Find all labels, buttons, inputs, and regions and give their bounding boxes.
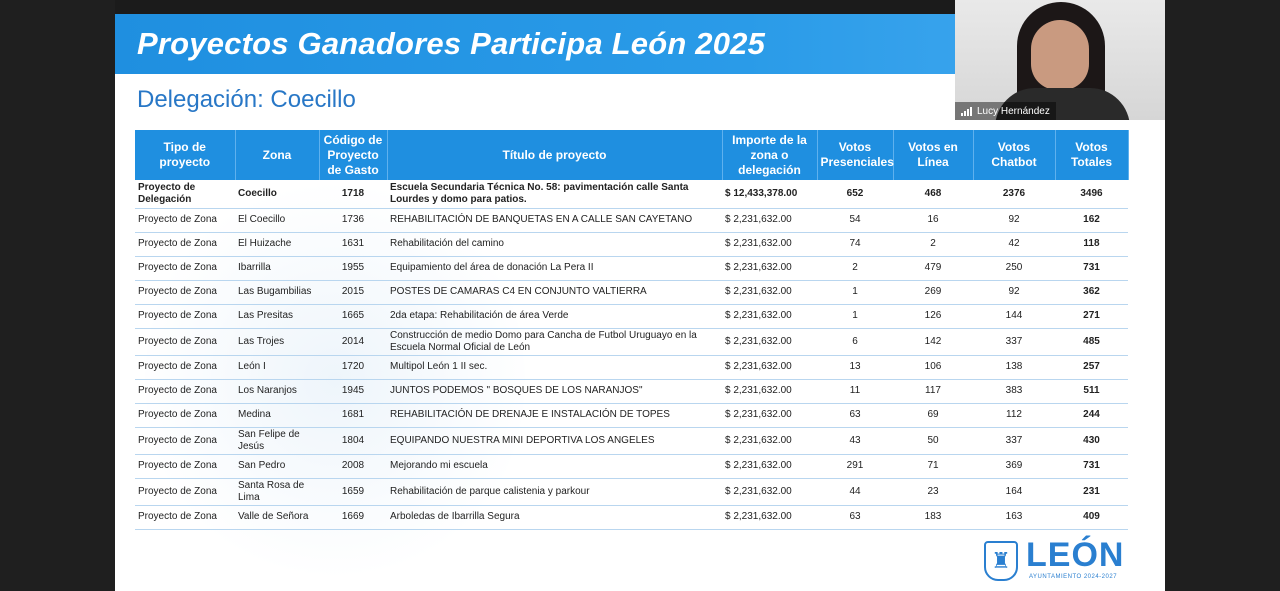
cell-votos-totales: 485	[1055, 328, 1128, 355]
table-row	[135, 454, 1128, 478]
cell-codigo: 1720	[319, 355, 387, 379]
cell-tipo: Proyecto de Zona	[135, 232, 235, 256]
cell-zona: Medina	[235, 403, 319, 427]
cell-votos-linea: 16	[893, 208, 973, 232]
participant-face	[1031, 20, 1089, 90]
projects-table	[135, 130, 1129, 530]
table-row	[135, 256, 1128, 280]
cell-zona: El Huizache	[235, 232, 319, 256]
cell-codigo: 2014	[319, 328, 387, 355]
table-row	[135, 505, 1128, 529]
cell-titulo: Arboledas de Ibarrilla Segura	[387, 505, 722, 529]
logo-subtitle: AYUNTAMIENTO 2024-2027	[1029, 574, 1118, 580]
cell-importe: $ 2,231,632.00	[722, 427, 817, 454]
cell-votos-totales: 118	[1055, 232, 1128, 256]
cell-votos-chatbot: 112	[973, 403, 1055, 427]
cell-codigo: 1945	[319, 379, 387, 403]
cell-votos-chatbot: 2376	[973, 180, 1055, 208]
table-row	[135, 304, 1128, 328]
cell-votos-totales: 162	[1055, 208, 1128, 232]
header-zona: Zona	[235, 130, 319, 180]
cell-importe: $ 2,231,632.00	[722, 328, 817, 355]
cell-codigo: 1669	[319, 505, 387, 529]
participant-name-tag	[955, 102, 1056, 120]
cell-codigo: 1736	[319, 208, 387, 232]
cell-titulo: Equipamiento del área de donación La Pera II	[387, 256, 722, 280]
cell-titulo: REHABILITACIÓN DE BANQUETAS EN A CALLE SAN CAYETANO	[387, 208, 722, 232]
cell-votos-presenciales: 1	[817, 304, 893, 328]
cell-zona: Santa Rosa de Lima	[235, 478, 319, 505]
cell-importe: $ 2,231,632.00	[722, 355, 817, 379]
participant-name: Lucy Hernández	[977, 105, 1050, 117]
table-row	[135, 180, 1128, 208]
cell-tipo: Proyecto de Zona	[135, 280, 235, 304]
cell-votos-totales: 731	[1055, 454, 1128, 478]
cell-votos-chatbot: 42	[973, 232, 1055, 256]
cell-importe: $ 2,231,632.00	[722, 454, 817, 478]
cell-votos-linea: 23	[893, 478, 973, 505]
cell-votos-presenciales: 11	[817, 379, 893, 403]
header-votos-totales: Votos Totales	[1055, 130, 1128, 180]
header-votos-presenciales: Votos Presenciales	[817, 130, 893, 180]
cell-votos-chatbot: 163	[973, 505, 1055, 529]
cell-votos-presenciales: 54	[817, 208, 893, 232]
cell-tipo: Proyecto de Zona	[135, 208, 235, 232]
slide-title: Proyectos Ganadores Participa León 2025	[137, 26, 766, 61]
table-row	[135, 379, 1128, 403]
cell-votos-totales: 271	[1055, 304, 1128, 328]
cell-titulo: POSTES DE CAMARAS C4 EN CONJUNTO VALTIERRA	[387, 280, 722, 304]
cell-votos-linea: 142	[893, 328, 973, 355]
table-row	[135, 280, 1128, 304]
cell-importe: $ 12,433,378.00	[722, 180, 817, 208]
cell-zona: León I	[235, 355, 319, 379]
cell-zona: Las Trojes	[235, 328, 319, 355]
cell-importe: $ 2,231,632.00	[722, 403, 817, 427]
cell-votos-chatbot: 369	[973, 454, 1055, 478]
cell-votos-linea: 50	[893, 427, 973, 454]
cell-titulo: REHABILITACIÓN DE DRENAJE E INSTALACIÓN DE TOPES	[387, 403, 722, 427]
cell-tipo: Proyecto de Zona	[135, 256, 235, 280]
cell-votos-linea: 468	[893, 180, 973, 208]
table-row	[135, 328, 1128, 355]
slide-subtitle: Delegación: Coecillo	[137, 86, 356, 113]
cell-votos-totales: 231	[1055, 478, 1128, 505]
cell-votos-presenciales: 74	[817, 232, 893, 256]
table-row	[135, 232, 1128, 256]
cell-tipo: Proyecto de Zona	[135, 328, 235, 355]
cell-codigo: 1665	[319, 304, 387, 328]
cell-votos-linea: 269	[893, 280, 973, 304]
cell-zona: El Coecillo	[235, 208, 319, 232]
cell-votos-presenciales: 13	[817, 355, 893, 379]
cell-votos-chatbot: 144	[973, 304, 1055, 328]
signal-bars-icon	[961, 107, 972, 116]
logo-word: LEÓN	[1026, 536, 1125, 574]
cell-zona: Ibarrilla	[235, 256, 319, 280]
cell-votos-totales: 3496	[1055, 180, 1128, 208]
cell-votos-chatbot: 337	[973, 328, 1055, 355]
cell-votos-presenciales: 1	[817, 280, 893, 304]
cell-votos-totales: 430	[1055, 427, 1128, 454]
cell-codigo: 1659	[319, 478, 387, 505]
header-votos-linea: Votos en Línea	[893, 130, 973, 180]
cell-votos-totales: 731	[1055, 256, 1128, 280]
cell-tipo: Proyecto de Zona	[135, 478, 235, 505]
header-codigo: Código de Proyecto de Gasto	[319, 130, 387, 180]
table-row	[135, 403, 1128, 427]
cell-votos-presenciales: 63	[817, 403, 893, 427]
table-row	[135, 208, 1128, 232]
cell-votos-chatbot: 164	[973, 478, 1055, 505]
cell-votos-chatbot: 92	[973, 208, 1055, 232]
table-row	[135, 427, 1128, 454]
cell-tipo: Proyecto de Zona	[135, 403, 235, 427]
cell-importe: $ 2,231,632.00	[722, 505, 817, 529]
cell-titulo: Escuela Secundaria Técnica No. 58: pavimentación calle Santa Lourdes y domo para patios.	[387, 180, 722, 208]
cell-tipo: Proyecto de Zona	[135, 427, 235, 454]
cell-importe: $ 2,231,632.00	[722, 280, 817, 304]
cell-votos-linea: 479	[893, 256, 973, 280]
cell-codigo: 1681	[319, 403, 387, 427]
header-importe: Importe de la zona o delegación	[722, 130, 817, 180]
cell-codigo: 2015	[319, 280, 387, 304]
cell-importe: $ 2,231,632.00	[722, 232, 817, 256]
cell-titulo: Construcción de medio Domo para Cancha de Futbol Uruguayo en la Escuela Normal Oficial de León	[387, 328, 722, 355]
cell-importe: $ 2,231,632.00	[722, 256, 817, 280]
cell-titulo: Rehabilitación de parque calistenia y parkour	[387, 478, 722, 505]
cell-zona: San Felipe de Jesús	[235, 427, 319, 454]
cell-importe: $ 2,231,632.00	[722, 379, 817, 403]
cell-votos-chatbot: 92	[973, 280, 1055, 304]
cell-titulo: JUNTOS PODEMOS " BOSQUES DE LOS NARANJOS"	[387, 379, 722, 403]
cell-codigo: 1631	[319, 232, 387, 256]
cell-codigo: 1804	[319, 427, 387, 454]
cell-votos-totales: 257	[1055, 355, 1128, 379]
cell-votos-presenciales: 63	[817, 505, 893, 529]
cell-votos-totales: 511	[1055, 379, 1128, 403]
header-titulo: Título de proyecto	[387, 130, 722, 180]
cell-tipo: Proyecto de Zona	[135, 355, 235, 379]
cell-tipo: Proyecto de Zona	[135, 505, 235, 529]
cell-tipo: Proyecto de Zona	[135, 454, 235, 478]
cell-votos-chatbot: 138	[973, 355, 1055, 379]
cell-zona: Valle de Señora	[235, 505, 319, 529]
cell-zona: San Pedro	[235, 454, 319, 478]
cell-titulo: Mejorando mi escuela	[387, 454, 722, 478]
cell-votos-linea: 71	[893, 454, 973, 478]
table-row	[135, 355, 1128, 379]
cell-zona: Las Bugambilias	[235, 280, 319, 304]
cell-codigo: 1955	[319, 256, 387, 280]
header-tipo: Tipo de proyecto	[135, 130, 235, 180]
cell-importe: $ 2,231,632.00	[722, 304, 817, 328]
cell-votos-linea: 69	[893, 403, 973, 427]
cell-zona: Coecillo	[235, 180, 319, 208]
cell-tipo: Proyecto de Zona	[135, 304, 235, 328]
cell-zona: Las Presitas	[235, 304, 319, 328]
cell-votos-presenciales: 43	[817, 427, 893, 454]
cell-codigo: 2008	[319, 454, 387, 478]
participant-video-tile[interactable]	[955, 0, 1165, 120]
cell-importe: $ 2,231,632.00	[722, 478, 817, 505]
header-votos-chatbot: Votos Chatbot	[973, 130, 1055, 180]
cell-votos-presenciales: 2	[817, 256, 893, 280]
cell-votos-totales: 409	[1055, 505, 1128, 529]
cell-votos-chatbot: 337	[973, 427, 1055, 454]
cell-titulo: Rehabilitación del camino	[387, 232, 722, 256]
cell-zona: Los Naranjos	[235, 379, 319, 403]
cell-votos-presenciales: 652	[817, 180, 893, 208]
cell-tipo: Proyecto de Zona	[135, 379, 235, 403]
cell-votos-presenciales: 6	[817, 328, 893, 355]
cell-votos-chatbot: 250	[973, 256, 1055, 280]
table-header-row	[135, 130, 1128, 180]
cell-tipo: Proyecto de Delegación	[135, 180, 235, 208]
table-row	[135, 478, 1128, 505]
cell-votos-presenciales: 291	[817, 454, 893, 478]
cell-codigo: 1718	[319, 180, 387, 208]
cell-votos-totales: 362	[1055, 280, 1128, 304]
cell-votos-totales: 244	[1055, 403, 1128, 427]
leon-logo	[984, 538, 1134, 586]
cell-importe: $ 2,231,632.00	[722, 208, 817, 232]
cell-titulo: EQUIPANDO NUESTRA MINI DEPORTIVA LOS ANGELES	[387, 427, 722, 454]
cell-votos-linea: 117	[893, 379, 973, 403]
cell-votos-linea: 106	[893, 355, 973, 379]
cell-votos-chatbot: 383	[973, 379, 1055, 403]
lion-shield-icon: ♜	[984, 541, 1018, 581]
cell-titulo: Multipol León 1 II sec.	[387, 355, 722, 379]
cell-votos-presenciales: 44	[817, 478, 893, 505]
cell-votos-linea: 183	[893, 505, 973, 529]
cell-votos-linea: 126	[893, 304, 973, 328]
cell-titulo: 2da etapa: Rehabilitación de área Verde	[387, 304, 722, 328]
cell-votos-linea: 2	[893, 232, 973, 256]
